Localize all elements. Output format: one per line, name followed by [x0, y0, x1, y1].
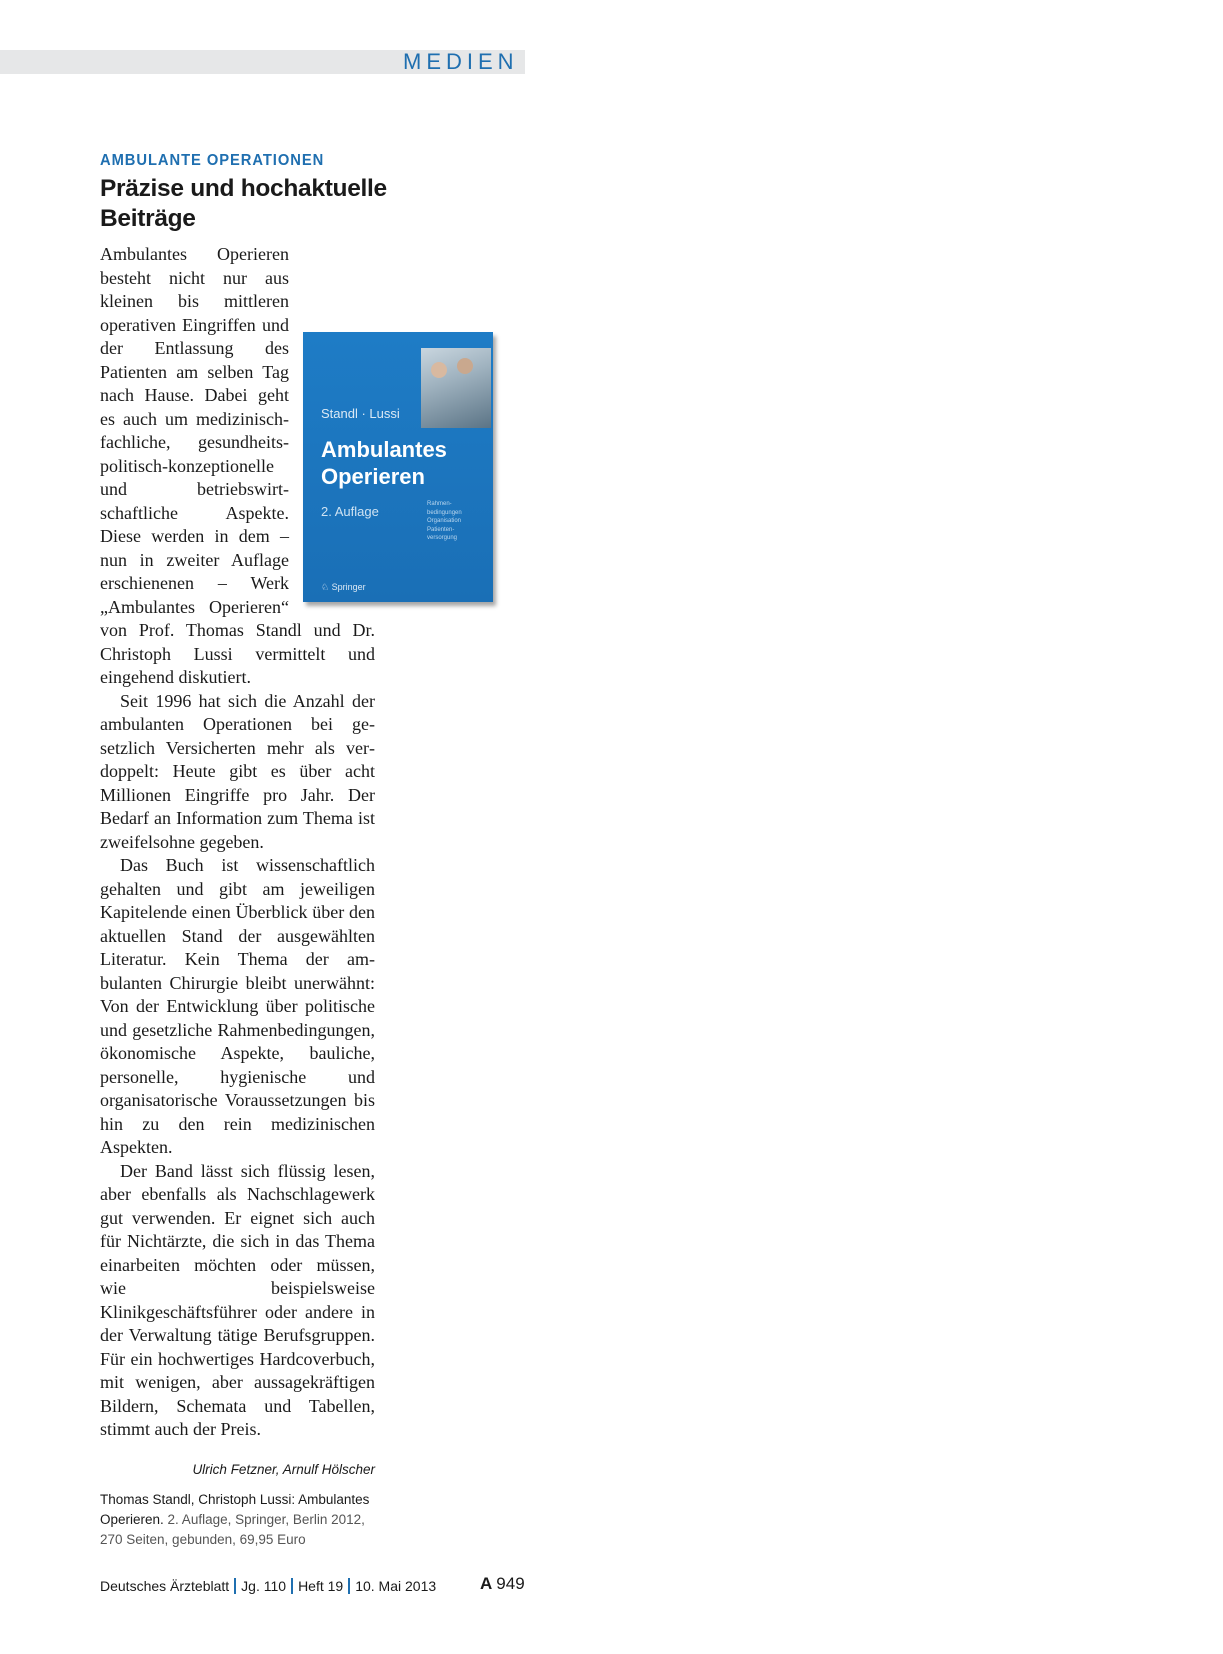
- book-reference-title: Thomas Standl, Christoph Lussi: Ambulantes Operieren.: [100, 1492, 370, 1527]
- book-cover-image: [303, 332, 493, 602]
- footer-separator: [348, 1578, 350, 1594]
- cover-topic: versorgung: [427, 535, 458, 541]
- page-prefix: A: [480, 1574, 493, 1593]
- journal-volume: Jg. 110: [241, 1578, 287, 1594]
- article-paragraph: Ambulantes Operieren besteht nicht nur aus kleinen bis mittleren operativen Eingriffen und der Entlassung des Patienten am selben Tag nach Hause. Dabei geht es auch um medizinisch-fachliche, gesundheitspolitisch-konzeptionelle und betriebswirtschaftliche Aspekte. Diese werden in dem – nun in zweiter Auflage erschienenen – Werk „Ambulantes Operieren“ von Prof. Thomas Standl und Dr. Christoph Lussi vermittelt und eingehend diskutiert.: [100, 244, 375, 687]
- page-number-value: 949: [496, 1574, 525, 1593]
- cover-photo: [421, 348, 491, 428]
- journal-issue: Heft 19: [298, 1578, 344, 1594]
- book-reference-details: 2. Auflage, Springer, Berlin 2012, 270 Seiten, gebunden, 69,95 Euro: [100, 1512, 365, 1547]
- article-paragraph: Der Band lässt sich flüssig lesen, aber ebenfalls als Nachschlagewerk gut verwenden. Er eignet sich auch für Nichtärzte, die sich in das Thema einarbeiten möchten oder müssen, wie beispielsweise Klinikgeschäftsführer oder andere in der Verwaltung tätige Berufsgruppen. Für ein hochwertiges Hardcoverbuch, mit wenigen, aber aussagekräftigen Bildern, Schemata und Tabellen, stimmt auch der Preis.: [100, 1160, 375, 1439]
- article-authors: Ulrich Fetzner, Arnulf Hölscher: [192, 1462, 375, 1477]
- cover-topic: bedingungen: [427, 509, 462, 516]
- book-reference: [100, 1490, 390, 1550]
- cover-topic: Organisation: [427, 518, 462, 524]
- page-footer: [100, 1578, 436, 1594]
- springer-horse-icon: ♘: [321, 582, 330, 592]
- journal-date: 10. Mai 2013: [355, 1578, 437, 1594]
- journal-name: Deutsches Ärzteblatt: [100, 1578, 230, 1594]
- cover-topics: [427, 500, 462, 543]
- cover-title-line1: Ambulantes: [321, 437, 447, 462]
- article-body: [100, 243, 462, 1442]
- article-kicker: AMBULANTE OPERATIONEN: [100, 152, 325, 169]
- footer-separator: [234, 1578, 236, 1594]
- article-headline: Präzise und hochaktuelle Beiträge: [100, 175, 387, 232]
- cover-title-line2: Operieren: [321, 464, 425, 489]
- cover-topic: Patienten-: [427, 526, 455, 533]
- footer-separator: [291, 1578, 293, 1594]
- cover-publisher-name: Springer: [331, 582, 366, 592]
- cover-authors: Standl · Lussi: [321, 406, 400, 421]
- section-label: MEDIEN: [403, 49, 519, 74]
- cover-topic: Rahmen-: [427, 501, 452, 507]
- article-paragraph: Seit 1996 hat sich die Anzahl der ambulanten Operationen bei gesetzlich Versicherten mehr als verdoppelt: Heute gibt es über acht Millionen Eingriffe pro Jahr. Der Bedarf an Information zum Thema ist zweifelsohne gegeben.: [100, 690, 375, 852]
- cover-title: [321, 436, 447, 490]
- cover-publisher: [321, 576, 366, 600]
- article-paragraph: Das Buch ist wissenschaftlich gehalten und gibt am jeweiligen Kapitelende einen Überblick über den aktuellen Stand der ausgewählten Literatur. Kein Thema der ambulanten Chirurgie bleibt unerwähnt: Von der Entwicklung über politische und gesetzliche Rahmenbedingungen, ökonomische Aspekte, bauliche, personelle, hygienische und organisatorische Voraussetzungen bis hin zu den rein medizinischen Aspekten.: [100, 855, 375, 1157]
- page-number: [480, 1574, 525, 1594]
- cover-edition: 2. Auflage: [321, 504, 379, 519]
